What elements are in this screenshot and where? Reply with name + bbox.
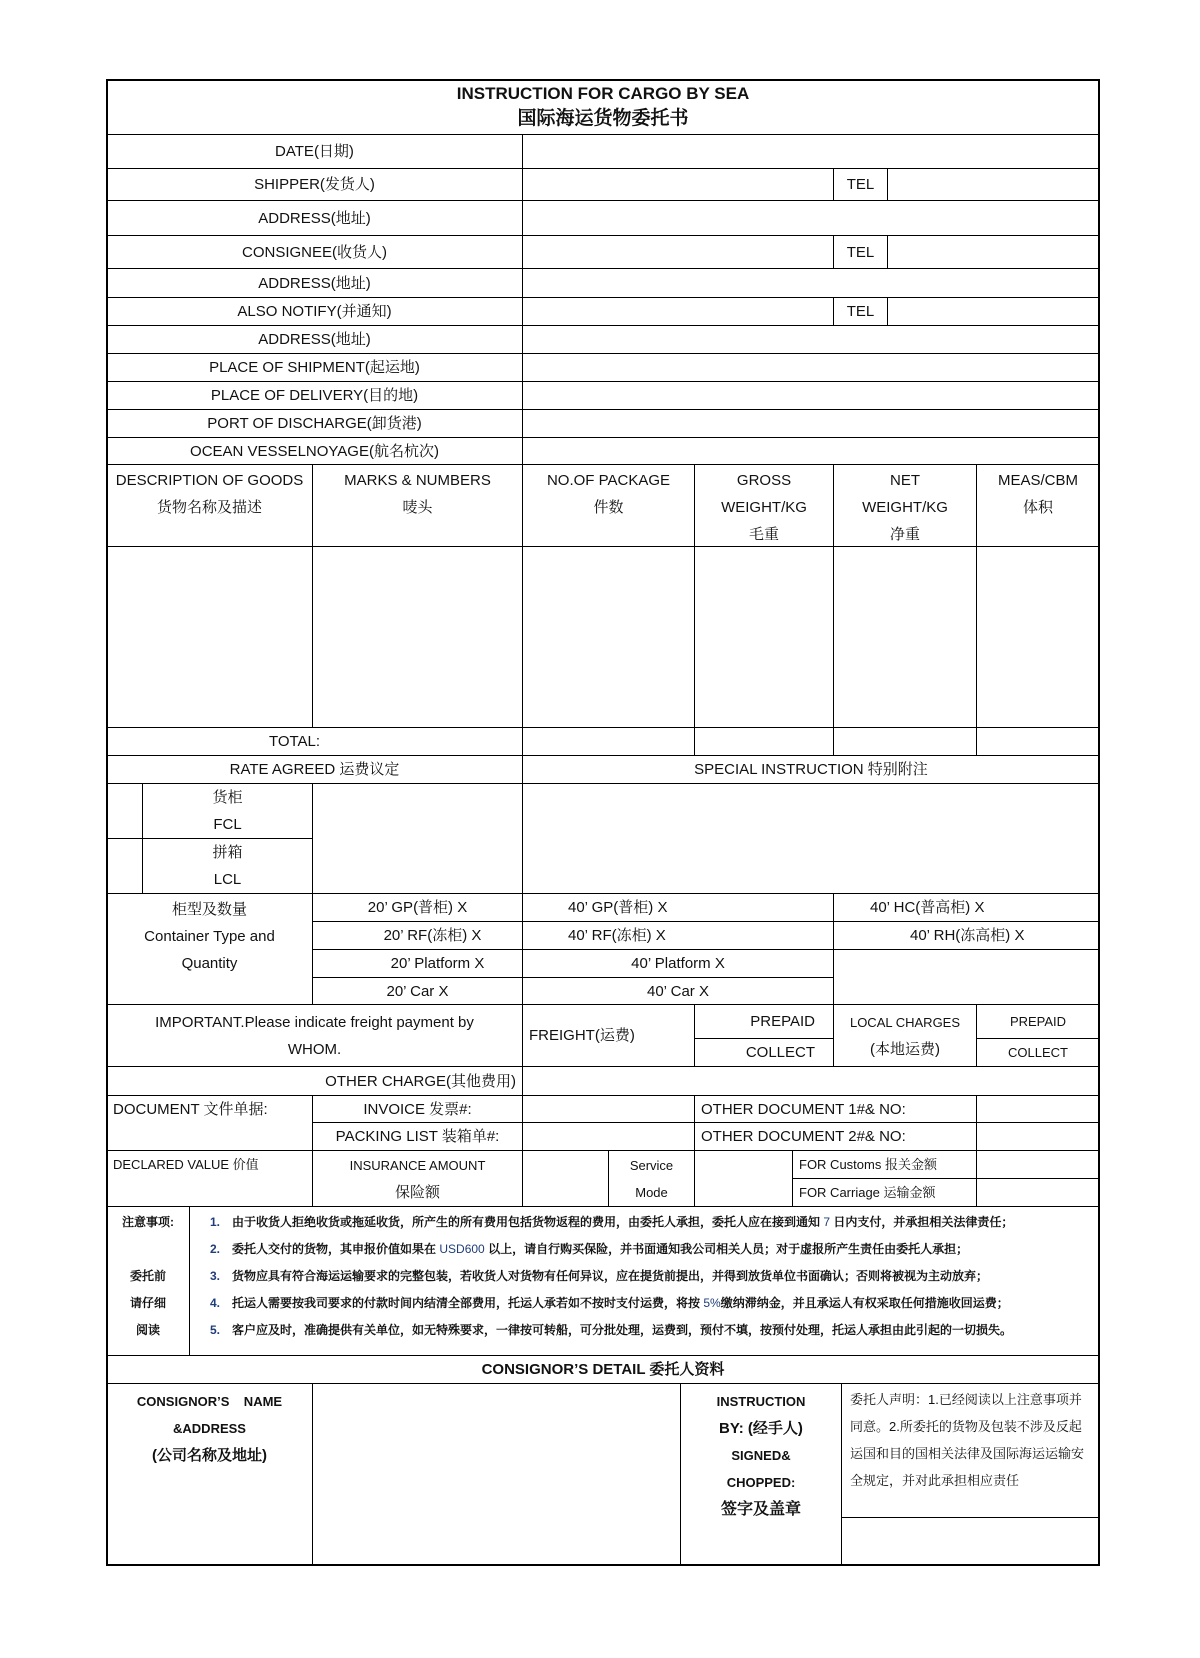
other-charge-label: OTHER CHARGE(其他费用) <box>106 1066 523 1096</box>
note-number: 3. <box>209 1269 220 1283</box>
place-shipment-field[interactable] <box>522 353 1100 382</box>
shipper-tel-field[interactable] <box>887 168 1100 201</box>
instruction-by-label <box>680 1383 842 1566</box>
container-40rf[interactable]: 40’ RF(冻柜) X <box>522 921 834 950</box>
local-charges-zh: (本地运费) <box>870 1040 940 1058</box>
marks-header-zh: 唛头 <box>402 499 433 516</box>
place-delivery-field[interactable] <box>522 381 1100 410</box>
total-meas[interactable] <box>976 727 1100 756</box>
note-item <box>190 1263 1099 1290</box>
net-header-line3: 净重 <box>889 526 920 543</box>
lcl-label <box>142 838 313 894</box>
local-prepaid-option[interactable]: PREPAID <box>976 1004 1100 1039</box>
local-collect-option[interactable]: COLLECT <box>976 1038 1100 1067</box>
invoice-label: INVOICE 发票#: <box>312 1095 523 1123</box>
consignor-name-input[interactable] <box>312 1383 681 1566</box>
insurance-input[interactable] <box>522 1150 609 1207</box>
container-20platform[interactable]: 20’ Platform X <box>312 949 523 978</box>
shipper-label: SHIPPER(发货人) <box>106 168 523 201</box>
freight-prepaid-option[interactable]: PREPAID <box>694 1004 834 1039</box>
consignor-declaration: 委托人声明：1.已经阅读以上注意事项并同意。2.所委托的货物及包装不涉及反起运国和目的国相关法律及国际海运运输安全规定，并对此承担相应责任 <box>841 1383 1100 1518</box>
form-title <box>106 79 1100 135</box>
vessel-label: OCEAN VESSELNOYAGE(航名杭次) <box>106 437 523 465</box>
port-discharge-label: PORT OF DISCHARGE(卸货港) <box>106 409 523 438</box>
gross-header-line3: 毛重 <box>748 526 779 543</box>
place-delivery-label: PLACE OF DELIVERY(目的地) <box>106 381 523 410</box>
notes-label <box>106 1206 190 1356</box>
container-type-label <box>106 893 313 1005</box>
special-instruction-input[interactable] <box>522 783 1100 894</box>
consignee-label: CONSIGNEE(收货人) <box>106 235 523 269</box>
packing-list-input[interactable] <box>522 1122 695 1151</box>
gross-header-line2: WEIGHT/KG <box>721 499 807 516</box>
date-field[interactable] <box>522 134 1100 169</box>
lcl-zh: 拼箱 <box>212 844 243 861</box>
note-text-end: 日内支付，并承担相关法律责任； <box>833 1215 1014 1229</box>
note-number: 2. <box>209 1242 220 1256</box>
consignee-address-label: ADDRESS(地址) <box>106 268 523 298</box>
important-line2: WHOM. <box>287 1040 342 1058</box>
notes-list <box>189 1206 1100 1356</box>
description-header-zh: 货物名称及描述 <box>156 499 262 516</box>
notify-field[interactable] <box>522 297 834 326</box>
invoice-input[interactable] <box>522 1095 695 1123</box>
consignee-address-field[interactable] <box>522 268 1100 298</box>
title-zh: 国际海运货物委托书 <box>517 108 689 129</box>
port-discharge-field[interactable] <box>522 409 1100 438</box>
insurance-zh: 保险额 <box>394 1183 440 1201</box>
note-text-end: 以上，请自行购买保险，并书面通知我公司相关人员；对于虚报所产生责任由委托人承担； <box>488 1242 969 1256</box>
net-header-line2: WEIGHT/KG <box>862 499 948 516</box>
note-item <box>190 1236 1099 1263</box>
signature-field[interactable] <box>841 1517 1100 1566</box>
container-other[interactable] <box>833 949 1100 1005</box>
other-doc1-input[interactable] <box>976 1095 1100 1123</box>
description-header <box>106 464 313 547</box>
container-label-zh: 柜型及数量 <box>171 901 247 918</box>
other-doc2-input[interactable] <box>976 1122 1100 1151</box>
for-customs-input[interactable] <box>976 1150 1100 1179</box>
shipper-address-label: ADDRESS(地址) <box>106 200 523 236</box>
insurance-label <box>312 1150 523 1207</box>
gross-header-line1: GROSS <box>736 472 792 489</box>
net-weight-header <box>833 464 977 547</box>
place-shipment-label: PLACE OF SHIPMENT(起运地) <box>106 353 523 382</box>
container-label-en2: Quantity <box>181 955 238 972</box>
fcl-label <box>142 783 313 839</box>
packing-list-label: PACKING LIST 装箱单#: <box>312 1122 523 1151</box>
date-label: DATE(日期) <box>106 134 523 169</box>
description-header-en: DESCRIPTION OF GOODS <box>115 472 304 489</box>
lcl-en: LCL <box>213 871 242 888</box>
notify-address-field[interactable] <box>522 325 1100 354</box>
marks-input[interactable] <box>312 546 523 728</box>
vessel-field[interactable] <box>522 437 1100 465</box>
net-header-line1: NET <box>890 472 920 489</box>
note-text: 托运人需要按我司要求的付款时间内结清全部费用，托运人承若如不按时支付运费，将按 <box>232 1296 701 1310</box>
total-label <box>106 727 523 756</box>
instruction-by-line5: 签字及盖章 <box>720 1501 801 1518</box>
shipper-field[interactable] <box>522 168 834 201</box>
consignor-name-line3: (公司名称及地址) <box>152 1447 267 1464</box>
consignee-tel-label: TEL <box>833 235 888 269</box>
notify-tel-label: TEL <box>833 297 888 326</box>
fcl-en: FCL <box>213 816 242 833</box>
other-doc2-label: OTHER DOCUMENT 2#& NO: <box>694 1122 977 1151</box>
notify-tel-field[interactable] <box>887 297 1100 326</box>
insurance-en: INSURANCE AMOUNT <box>349 1157 486 1173</box>
consignor-name-label <box>106 1383 313 1566</box>
other-doc1-label: OTHER DOCUMENT 1#& NO: <box>694 1095 977 1123</box>
container-40gp[interactable]: 40’ GP(普柜) X <box>522 893 834 922</box>
note-highlight: USD600 <box>439 1242 485 1256</box>
marks-header-en: MARKS & NUMBERS <box>344 472 491 489</box>
container-40platform[interactable]: 40’ Platform X <box>522 949 834 978</box>
notes-label-line1: 注意事项: <box>122 1215 174 1229</box>
consignee-field[interactable] <box>522 235 834 269</box>
note-item <box>190 1209 1099 1236</box>
special-instruction-label: SPECIAL INSTRUCTION 特别附注 <box>522 755 1100 784</box>
notify-address-label: ADDRESS(地址) <box>106 325 523 354</box>
container-40rh[interactable]: 40’ RH(冻高柜) X <box>833 921 1100 950</box>
document-label: DOCUMENT 文件单据: <box>106 1095 313 1151</box>
note-text: 货物应具有符合海运运输要求的完整包装，若收货人对货物有任何异议，应在提货前提出，并得到放货单位书面确认；否则将被视为主动放弃； <box>232 1269 989 1283</box>
notes-label-line4: 请仔细 <box>129 1296 166 1310</box>
description-input[interactable] <box>106 546 313 728</box>
total-gross[interactable] <box>694 727 834 756</box>
container-label-en1: Container Type and <box>144 928 275 945</box>
container-40hc[interactable]: 40’ HC(普高柜) X <box>833 893 1100 922</box>
meas-input[interactable] <box>976 546 1100 728</box>
packages-header-en: NO.OF PACKAGE <box>546 472 671 489</box>
shipper-tel-label: TEL <box>833 168 888 201</box>
container-40car[interactable]: 40’ Car X <box>522 977 834 1005</box>
service-mode-line2: Mode <box>635 1184 668 1200</box>
note-text: 由于收货人拒绝收货或拖延收货，所产生的所有费用包括货物返程的费用，由委托人承担，委托人应在接到通知 <box>232 1215 821 1229</box>
gross-weight-input[interactable] <box>694 546 834 728</box>
notes-label-line3: 委托前 <box>129 1269 166 1283</box>
local-charges-label <box>833 1004 977 1067</box>
total-label-text: TOTAL: <box>268 733 321 750</box>
note-number: 4. <box>209 1296 220 1310</box>
total-net[interactable] <box>833 727 977 756</box>
fcl-checkbox[interactable] <box>106 783 143 839</box>
meas-header-en: MEAS/CBM <box>997 472 1078 489</box>
note-number: 1. <box>209 1215 220 1229</box>
service-mode-input[interactable] <box>694 1150 793 1207</box>
container-20rf[interactable]: 20’ RF(冻柜) X <box>312 921 523 950</box>
packages-header <box>522 464 695 547</box>
consignor-name-line1: CONSIGNOR’S NAME <box>136 1394 283 1409</box>
service-mode-label <box>608 1150 695 1207</box>
note-item <box>190 1317 1099 1344</box>
note-highlight: 5% <box>703 1296 721 1310</box>
total-packages[interactable] <box>522 727 695 756</box>
note-text-end: 缴纳滞纳金，并且承运人有权采取任何措施收回运费； <box>720 1296 1009 1310</box>
container-20gp[interactable]: 20’ GP(普柜) X <box>312 893 523 922</box>
important-line1: IMPORTANT.Please indicate freight payment by <box>155 1013 474 1031</box>
freight-label: FREIGHT(运费) <box>522 1004 695 1067</box>
packages-input[interactable] <box>522 546 695 728</box>
consignor-name-line2: &ADDRESS <box>173 1421 246 1436</box>
instruction-by-line1: INSTRUCTION <box>716 1394 806 1409</box>
lcl-checkbox[interactable] <box>106 838 143 894</box>
note-text: 委托人交付的货物，其申报价值如果在 <box>232 1242 437 1256</box>
service-mode-line1: Service <box>629 1157 674 1173</box>
important-note <box>106 1004 523 1067</box>
note-number: 5. <box>209 1323 220 1337</box>
gross-weight-header <box>694 464 834 547</box>
for-customs-label: FOR Customs 报关金额 <box>792 1150 977 1179</box>
instruction-by-line3: SIGNED& <box>731 1448 791 1463</box>
marks-header <box>312 464 523 547</box>
consignor-header: CONSIGNOR’S DETAIL 委托人资料 <box>106 1355 1100 1384</box>
notes-label-line5: 阅读 <box>135 1323 160 1337</box>
note-highlight: 7 <box>823 1215 831 1229</box>
consignee-tel-field[interactable] <box>887 235 1100 269</box>
note-text: 客户应及时，准确提供有关单位，如无特殊要求，一律按可转船，可分批处理，运费到，预付不填，按预付处理，托运人承担由此引起的一切损失。 <box>232 1323 1013 1337</box>
rate-agreed-input[interactable] <box>312 783 523 894</box>
declared-value-label: DECLARED VALUE 价值 <box>106 1150 313 1207</box>
net-weight-input[interactable] <box>833 546 977 728</box>
meas-header-zh: 体积 <box>1022 499 1053 516</box>
note-item <box>190 1290 1099 1317</box>
other-charge-input[interactable] <box>522 1066 1100 1096</box>
for-carriage-input[interactable] <box>976 1178 1100 1207</box>
container-20car[interactable]: 20’ Car X <box>312 977 523 1005</box>
instruction-by-line4: CHOPPED: <box>726 1475 796 1490</box>
rate-agreed-label: RATE AGREED 运费议定 <box>106 755 523 784</box>
instruction-by-line2: BY: (经手人) <box>719 1420 803 1437</box>
fcl-zh: 货柜 <box>212 789 243 806</box>
packages-header-zh: 件数 <box>593 499 624 516</box>
shipper-address-field[interactable] <box>522 200 1100 236</box>
title-en: INSTRUCTION FOR CARGO BY SEA <box>456 84 750 103</box>
meas-header <box>976 464 1100 547</box>
local-charges-en: LOCAL CHARGES <box>849 1014 961 1030</box>
freight-collect-option[interactable]: COLLECT <box>694 1038 834 1067</box>
for-carriage-label: FOR Carriage 运输金额 <box>792 1178 977 1207</box>
notify-label: ALSO NOTIFY(并通知) <box>106 297 523 326</box>
